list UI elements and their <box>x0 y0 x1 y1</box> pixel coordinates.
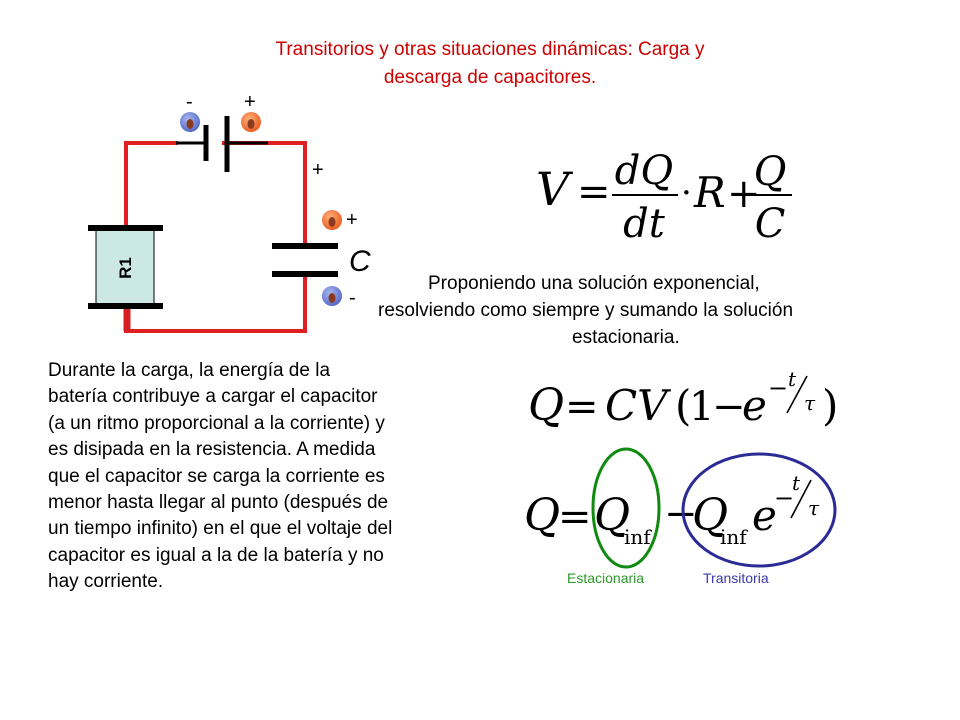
resistor-label: R1 <box>116 257 135 279</box>
eq3-equals: = <box>558 494 592 540</box>
eq1-Q: Q <box>753 149 787 195</box>
battery-minus-sign: - <box>186 91 193 113</box>
title-line-1: Transitorios y otras situaciones dinámicas: Carga y <box>275 39 705 60</box>
capacitor-plus-sign: + <box>346 209 358 231</box>
title-line-2: descarga de capacitores. <box>383 67 597 88</box>
eq2-CV: CV <box>605 381 668 430</box>
proposal-line-1: Proponiendo una solución exponencial, <box>428 273 760 294</box>
eq3-minus: − <box>664 491 698 537</box>
eq3-e: e <box>752 491 777 540</box>
battery-plus-sign: + <box>244 91 256 113</box>
eq2-open-paren: ( <box>675 381 692 430</box>
charge-positive-capacitor <box>322 210 342 230</box>
wire-plus-sign: + <box>312 159 324 181</box>
eq2-e: e <box>742 381 767 430</box>
eq3-exp-t: t <box>792 471 801 495</box>
stationary-label: Estacionaria <box>567 570 645 586</box>
eq3-exp-minus: − <box>774 484 795 512</box>
eq3-Q-inf-2: Q <box>692 490 729 541</box>
eq2-minus: − <box>712 384 746 430</box>
proposal-line-3: estacionaria. <box>572 327 680 348</box>
eq2-exp-tau: τ <box>804 391 816 415</box>
capacitor-label: C <box>349 245 371 278</box>
capacitor <box>272 246 338 274</box>
charging-description: Durante la carga, la energía de la batería contribuye a cargar el capacitor (a un ritmo proporcional a la corriente) y es disipada en la resistencia. A medida que el capacitor se carga la corriente es menor hasta llegar al punto (después de un tiempo infinito) en el que el voltaje del capacitor es igual a la de la batería y no hay corriente. <box>48 360 393 593</box>
equation-circuit-law <box>536 148 792 247</box>
eq1-dt: dt <box>623 201 665 247</box>
capacitor-minus-sign: - <box>349 287 356 309</box>
proposal-line-2: resolviendo como siempre y sumando la solución <box>378 300 794 321</box>
charge-positive-battery <box>241 112 261 132</box>
eq2-exp-t: t <box>788 367 797 391</box>
eq3-exp-tau: τ <box>808 496 820 520</box>
proposal-text <box>370 270 910 351</box>
eq3-Q-inf-1: Q <box>594 490 631 541</box>
eq1-equals: = <box>577 169 611 215</box>
eq2-one: 1 <box>689 384 715 430</box>
eq2-close-paren: ) <box>822 381 839 430</box>
eq1-V: V <box>536 162 570 216</box>
eq3-inf-subscript-2: inf <box>720 525 747 549</box>
eq1-dot: · <box>681 173 692 213</box>
eq3-inf-subscript-1: inf <box>624 525 651 549</box>
eq2-Q: Q <box>528 380 565 431</box>
eq1-R: R <box>694 168 726 217</box>
equation-charge-solution <box>528 367 838 431</box>
eq1-dQ: dQ <box>614 148 674 194</box>
wire-top-left <box>126 143 178 228</box>
eq2-exp-minus: − <box>768 374 789 402</box>
eq1-C: C <box>754 201 786 247</box>
eq1-plus: + <box>727 171 761 217</box>
charge-negative-battery <box>180 112 200 132</box>
equation-split-solution <box>524 471 820 549</box>
wire-top-right <box>222 143 305 246</box>
charge-negative-capacitor <box>322 286 342 306</box>
transient-label: Transitoria <box>703 570 769 586</box>
eq3-Q: Q <box>524 490 561 541</box>
eq2-equals: = <box>565 384 599 430</box>
